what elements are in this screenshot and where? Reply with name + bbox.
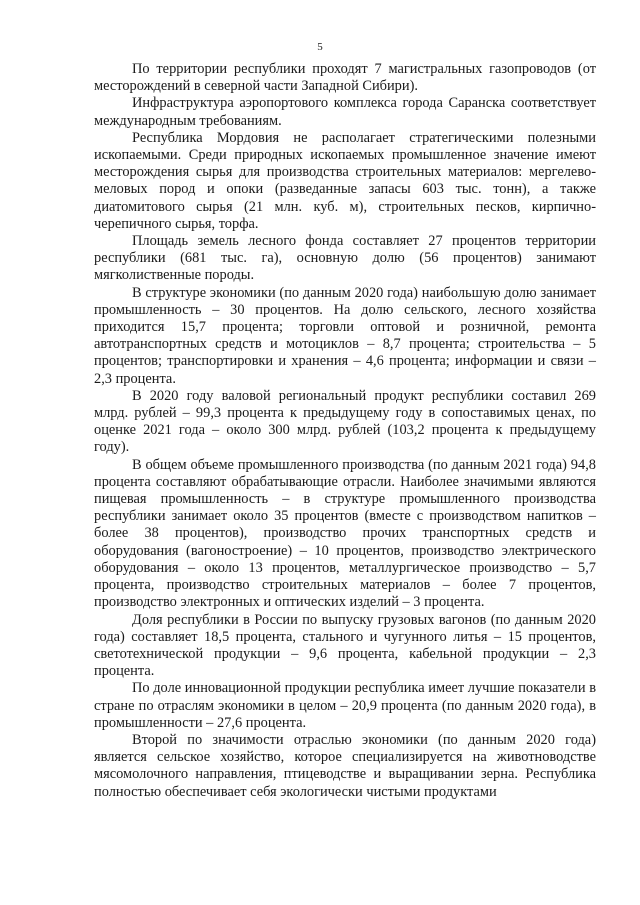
paragraph-economy-structure: В структуре экономики (по данным 2020 года) наибольшую долю занимает промышленность – 30 процентов. На долю сельского, лесного хозяйства приходится 15,7 процента; торговли оптовой и розничной, ремонта автотранспортных средств и мотоциклов – 8,7 процента; строительства – 5 процентов; транспортировки и хранения – 4,6 процента; информации и связи – 2,3 процента. [94, 284, 596, 387]
paragraph-gas-pipelines: По территории республики проходят 7 магистральных газопроводов (от месторождений в северной части Западной Сибири). [94, 61, 596, 95]
paragraph-grp: В 2020 году валовой региональный продукт республики составил 269 млрд. рублей – 99,3 процента к предыдущему году в сопоставимых ценах, по оценке 2021 года – около 300 млрд. рублей (103,2 процента к предыдущему году). [94, 387, 596, 456]
document-body [94, 61, 596, 801]
paragraph-minerals: Республика Мордовия не располагает стратегическими полезными ископаемыми. Среди природных ископаемых промышленное значение имеют месторождения сырья для производства строительных материалов: мергелево-меловых пород и опоки (разведанные запасы 603 тыс. тонн), а также диатомитового сырья (21 млн. куб. м), строительных песков, кирпично-черепичного сырья, торфа. [94, 129, 596, 232]
paragraph-innovation: По доле инновационной продукции республика имеет лучшие показатели в стране по отраслям экономики в целом – 20,9 процента (по данным 2020 года), в промышленности – 27,6 процента. [94, 680, 596, 731]
paragraph-airport: Инфраструктура аэропортового комплекса города Саранска соответствует международным требованиям. [94, 95, 596, 129]
paragraph-forest: Площадь земель лесного фонда составляет 27 процентов территории республики (681 тыс. га), основную долю (56 процентов) занимают мягколиственные породы. [94, 233, 596, 284]
paragraph-industry: В общем объеме промышленного производства (по данным 2021 года) 94,8 процента составляют обрабатывающие отрасли. Наиболее значимыми являются пищевая промышленность – в структуре промышленного производства республики занимает около 35 процентов (вместе с производством напитков – более 38 процентов), производство прочих транспортных средств и оборудования (вагоностроение) – 10 процентов, производство электрического оборудования – около 13 процентов, металлургическое производство – 5,7 процента, производство строительных материалов – более 7 процентов, производство электронных и оптических изделий – 3 процента. [94, 456, 596, 611]
paragraph-russia-share: Доля республики в России по выпуску грузовых вагонов (по данным 2020 года) составляет 18,5 процента, стального и чугунного литья – 15 процентов, светотехнической продукции – 9,6 процента, кабельной продукции – 2,3 процента. [94, 611, 596, 680]
paragraph-agriculture: Второй по значимости отраслью экономики (по данным 2020 года) является сельское хозяйство, которое специализируется на животноводстве мясомолочного направления, птицеводстве и выращивании зерна. Республика полностью обеспечивает себя экологически чистыми продуктами [94, 731, 596, 800]
page-number: 5 [317, 41, 323, 53]
